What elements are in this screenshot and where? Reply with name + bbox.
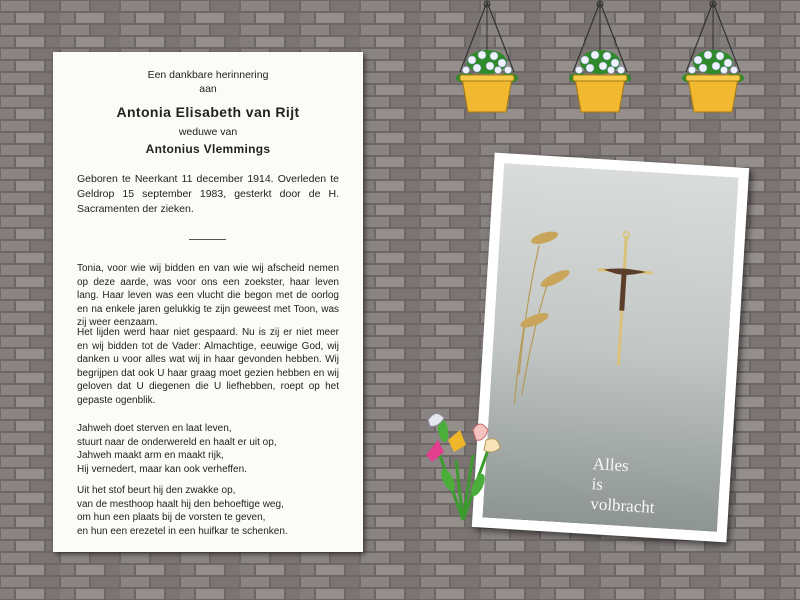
divider xyxy=(189,239,226,240)
deceased-name: Antonia Elisabeth van Rijt xyxy=(116,104,300,120)
hanging-flower-basket-icon xyxy=(678,0,748,120)
biography-text: Geboren te Neerkant 11 december 1914. Overleden te Geldrop 15 september 1983, gesterkt door de H. Sacramenten der zieken. xyxy=(77,173,339,215)
widow-of-label: weduwe van xyxy=(178,126,238,138)
crucifix-photo xyxy=(482,163,738,532)
bible-verse-1: Jahweh doet sterven en laat leven, stuurt naar de onderwereld en haalt er uit op, Jahweh maakt arm en maakt rijk, Hij vernedert, maar kan ook verheffen. xyxy=(77,423,277,475)
hanging-flower-basket-icon xyxy=(452,0,522,120)
memorial-paragraph-1: Tonia, voor wie wij bidden en van wie wij afscheid nemen op deze aarde, was voor ons een zoekster, haar leven lang. Haar leven was een vlucht die begon met de oorlog en na enkele jaren gelukkig te zijn geweest met Toon, was zij weer eenzaam. xyxy=(77,263,339,328)
front-card-caption: Alles is volbracht xyxy=(589,454,656,517)
bible-verse-2: Uit het stof beurt hij den zwakke op, van de mesthoop haalt hij den behoeftige weg, om hun een plaats bij de vorsten te geven, en hun een erezetel in een huifkar te schenken. xyxy=(77,485,288,537)
memorial-paragraph-2: Het lijden werd haar niet gespaard. Nu is zij er niet meer en wij bidden tot de Vader: Almachtige, eeuwige God, wij danken u voor alles wat wij in haar gevonden hebben. Wij begrijpen dat ook U haar graag moet gezien hebben en wij geloven dat U diegenen die U liefhebben, roept op het gepaste ogenblik. xyxy=(77,327,339,406)
hanging-flower-basket-icon xyxy=(565,0,635,120)
memorial-card-front-photo xyxy=(472,153,749,543)
intro-line: Een dankbare herinnering xyxy=(147,69,269,81)
memorial-card-text xyxy=(53,52,363,552)
husband-name: Antonius Vlemmings xyxy=(145,142,271,156)
intro-line-aan: aan xyxy=(199,83,217,95)
flower-bouquet-icon xyxy=(418,400,513,525)
